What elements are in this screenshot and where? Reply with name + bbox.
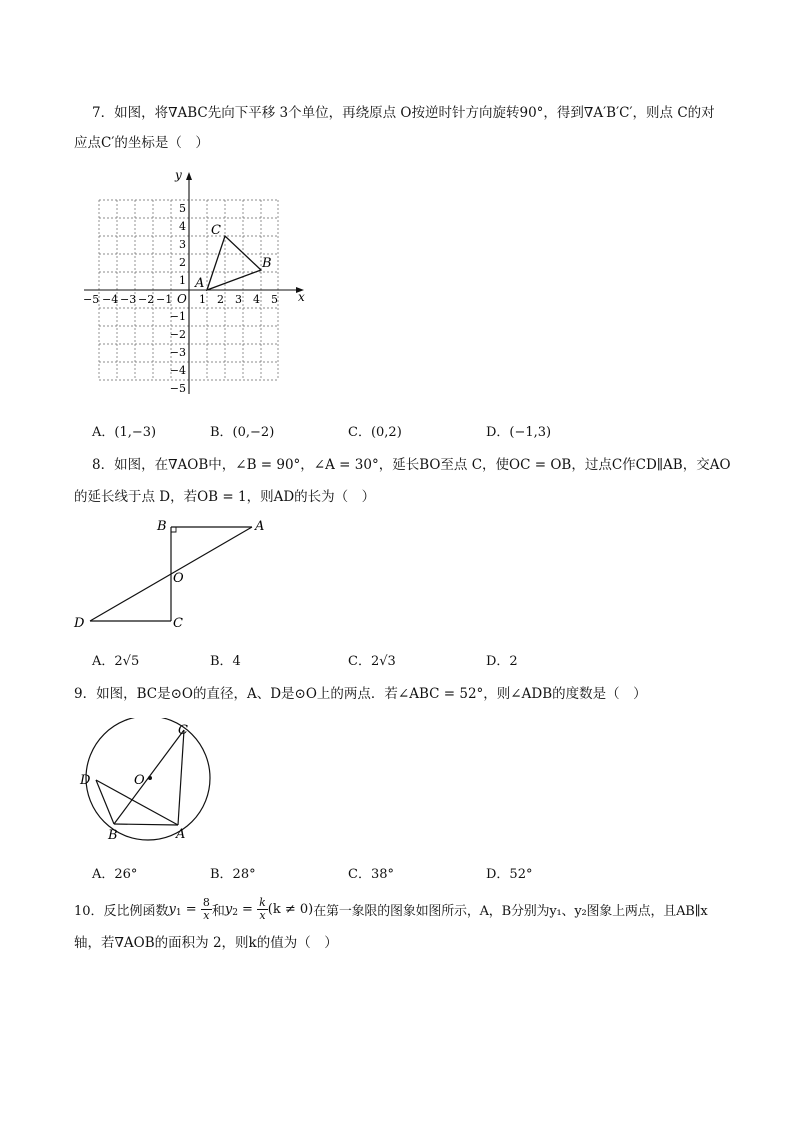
point-label-o: O (134, 773, 145, 788)
q9-option-c[interactable]: C．38° (348, 867, 394, 882)
q10-fraction-2-numerator: k (259, 895, 266, 909)
q8-option-c[interactable]: C．2√3 (348, 654, 396, 669)
point-label-a: A (195, 276, 205, 291)
point-label-d: D (74, 616, 85, 631)
chord-ca (178, 730, 184, 825)
y-tick-label: −4 (169, 364, 186, 377)
q8-figure (70, 512, 280, 632)
q9-text-line1: 9．如图，BC是⊙O的直径，A、D是⊙O上的两点．若∠ABC = 52°，则∠ADB的度数是（ ） (74, 686, 647, 702)
point-label-c: C (178, 723, 188, 738)
q10-fraction-1-denominator: x (203, 908, 210, 922)
q7-option-d[interactable]: D．(−1,3) (486, 425, 552, 440)
q7-option-a[interactable]: A．(1,−3) (92, 425, 157, 440)
point-label-o: O (173, 571, 184, 586)
q8-text-line2: 的延长线于点 D，若OB = 1，则AD的长为（ ） (74, 489, 376, 505)
point-label-c: C (211, 223, 221, 238)
q10-fraction-1-numerator: 8 (202, 895, 210, 909)
point-label-b: B (157, 519, 167, 534)
y-axis-label: y (175, 168, 182, 182)
y-tick-label: 2 (179, 256, 186, 269)
q8-option-b[interactable]: B．4 (210, 654, 241, 669)
x-tick-label: 2 (217, 293, 224, 306)
y-tick-label: −1 (169, 310, 186, 323)
y-tick-label: 3 (179, 238, 186, 251)
q7-text-line2: 应点C′的坐标是（ ） (74, 135, 209, 151)
point-label-b: B (262, 256, 272, 271)
q10-y1: y (168, 901, 176, 917)
q8-text-line1: 8．如图，在∇AOB中，∠B = 90°，∠A = 30°，延长BO至点 C，使OC = OB，过点C作CD∥AB，交AO (92, 457, 731, 473)
y-axis-arrow (186, 172, 192, 180)
x-tick-label: 5 (271, 293, 278, 306)
q7-text-line1: 7．如图，将∇ABC先向下平移 3个单位，再绕原点 O按逆时针方向旋转90°，得到∇A′B′C′，则点 C的对 (92, 105, 715, 121)
q10-y2: y (224, 901, 233, 917)
point-label-a: A (176, 827, 186, 842)
q10-and: 和 (211, 903, 225, 919)
x-tick-label: −1 (156, 293, 173, 306)
chord-db (96, 780, 114, 824)
point-label-c: C (173, 616, 183, 631)
chord-ba (114, 824, 178, 825)
q10-text-line2: 轴，若∇AOB的面积为 2，则k的值为（ ） (74, 935, 338, 951)
q9-figure (74, 718, 224, 844)
point-label-d: D (80, 773, 91, 788)
q9-option-a[interactable]: A．26° (92, 867, 138, 882)
q10-equals-2: = (237, 901, 258, 917)
q7-option-c[interactable]: C．(0,2) (348, 425, 402, 440)
x-axis-label: x (298, 290, 305, 304)
triangle-abc (207, 236, 261, 290)
origin-label: O (177, 292, 187, 306)
y-tick-label: −5 (169, 382, 186, 395)
point-label-b: B (108, 828, 118, 843)
q9-option-b[interactable]: B．28° (210, 867, 256, 882)
q7-coordinate-figure (78, 166, 318, 406)
y-tick-label: 1 (179, 274, 186, 287)
y-tick-label: −2 (169, 328, 186, 341)
y-tick-label: 4 (179, 220, 186, 233)
x-tick-label: 1 (199, 293, 206, 306)
q8-option-a[interactable]: A．2√5 (92, 654, 140, 669)
q10-fraction-2-denominator: x (259, 908, 266, 922)
x-tick-label: −3 (120, 293, 137, 306)
y-tick-label: −3 (169, 346, 186, 359)
q10-text-line1 (74, 892, 708, 926)
point-label-a: A (255, 519, 265, 534)
x-tick-label: 4 (253, 293, 260, 306)
x-tick-label: −4 (102, 293, 119, 306)
q7-option-b[interactable]: B．(0,−2) (210, 425, 275, 440)
right-angle-mark (171, 527, 176, 532)
q8-option-d[interactable]: D．2 (486, 654, 518, 669)
q10-rest: 在第一象限的图象如图所示，A，B分别为y₁、y₂图象上两点，且AB∥x (313, 903, 708, 919)
q10-fraction-2 (257, 897, 268, 922)
q10-condition: (k ≠ 0) (267, 901, 314, 917)
q10-y1-subscript: 1 (175, 908, 182, 918)
center-point (148, 776, 152, 780)
x-tick-label: 3 (235, 293, 242, 306)
q9-option-d[interactable]: D．52° (486, 867, 533, 882)
q10-y2-subscript: 2 (232, 908, 238, 918)
q10-prefix: 10．反比例函数 (74, 903, 169, 919)
q10-equals-1: = (181, 901, 201, 917)
x-tick-label: −5 (83, 293, 100, 306)
y-tick-label: 5 (179, 202, 186, 215)
q10-fraction-1 (201, 897, 212, 922)
x-tick-label: −2 (138, 293, 155, 306)
